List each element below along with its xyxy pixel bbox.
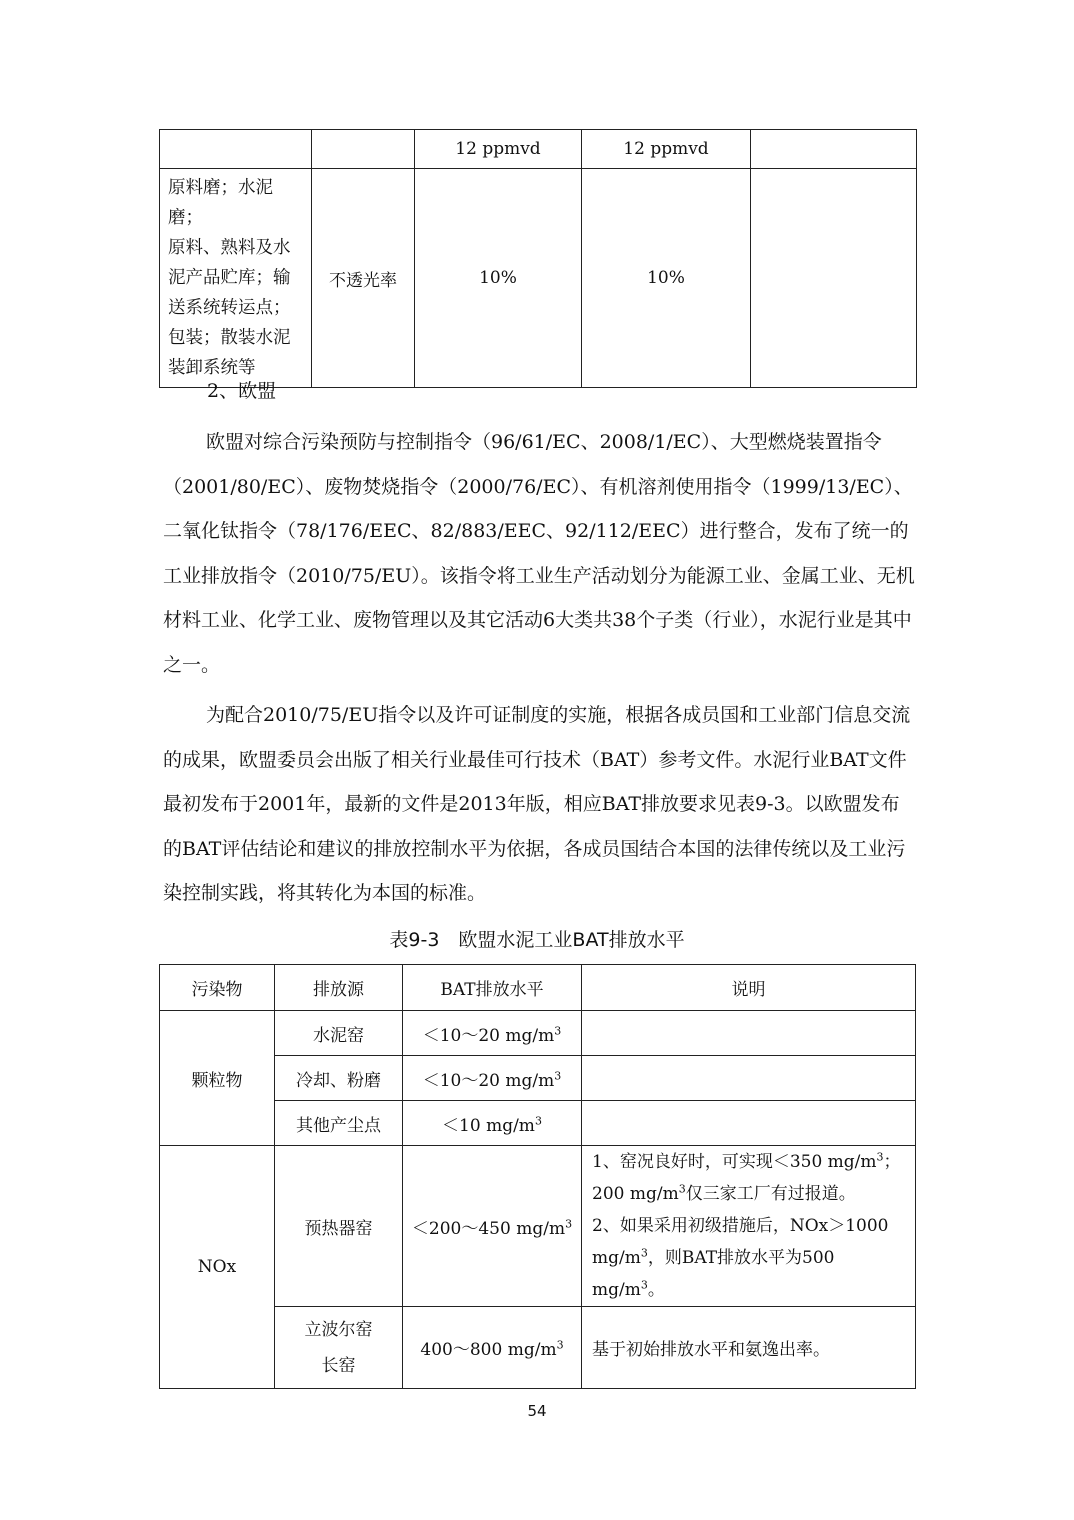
note-cell xyxy=(582,1101,916,1146)
source-line: 长窑 xyxy=(321,1355,356,1376)
note-text: ，则BAT排放水平为500 mg/m xyxy=(592,1248,835,1300)
level-value: ＜200～450 mg/m xyxy=(411,1218,566,1239)
source-line: 原料、熟料及水 xyxy=(168,238,291,258)
table-cell: 10% xyxy=(415,169,582,388)
table-row xyxy=(160,169,917,388)
note-line: 2、如果采用初级措施后，NOx＞1000 xyxy=(592,1216,889,1236)
table-cell: 12 ppmvd xyxy=(415,130,582,169)
unit-superscript: 3 xyxy=(554,1023,562,1037)
unit-superscript: 3 xyxy=(554,1068,562,1082)
table-cell xyxy=(751,130,917,169)
source-cell: 冷却、粉磨 xyxy=(275,1056,403,1101)
unit-superscript: 3 xyxy=(534,1113,542,1127)
unit-superscript: 3 xyxy=(640,1278,648,1292)
note-text: 200 mg/m xyxy=(592,1184,679,1204)
note-cell xyxy=(582,1146,916,1307)
note-text: ； xyxy=(883,1152,901,1172)
source-line: 装卸系统等 xyxy=(168,358,256,378)
source-line: 包装；散装水泥 xyxy=(168,328,291,348)
unit-superscript: 3 xyxy=(678,1182,686,1196)
header-source: 排放源 xyxy=(275,965,403,1011)
table-cell: 10% xyxy=(582,169,751,388)
level-cell xyxy=(403,1011,582,1056)
note-text: 。 xyxy=(647,1280,665,1300)
unit-superscript: 3 xyxy=(556,1338,564,1352)
note-cell xyxy=(582,1011,916,1056)
source-line: 泥产品贮库；输 xyxy=(168,268,291,288)
note-cell: 基于初始排放水平和氨逸出率。 xyxy=(582,1307,916,1389)
level-value: ＜10～20 mg/m xyxy=(422,1070,555,1091)
source-cell: 预热器窑 xyxy=(275,1146,403,1307)
note-text: 1、窑况良好时，可实现＜350 mg/m xyxy=(592,1152,877,1172)
body-paragraph xyxy=(163,420,915,687)
unit-superscript: 3 xyxy=(876,1150,884,1164)
level-cell xyxy=(403,1146,582,1307)
table-header-row xyxy=(160,965,916,1011)
body-paragraph xyxy=(163,693,915,916)
level-value: ＜10 mg/m xyxy=(442,1115,535,1136)
source-line: 原料磨；水泥磨； xyxy=(168,178,273,228)
source-line: 立波尔窑 xyxy=(304,1319,373,1340)
table-caption: 表9-3 欧盟水泥工业BAT排放水平 xyxy=(389,929,685,951)
pollutant-cell: NOx xyxy=(160,1146,275,1389)
table-row xyxy=(160,130,917,169)
emission-limits-table-continued xyxy=(159,129,917,388)
note-line xyxy=(592,1178,909,1210)
source-cell xyxy=(275,1307,403,1389)
note-line xyxy=(592,1242,909,1306)
page-number: 54 xyxy=(527,1402,547,1420)
pollutant-cell: 颗粒物 xyxy=(160,1011,275,1146)
indicator-cell: 不透光率 xyxy=(312,169,415,388)
level-cell xyxy=(403,1056,582,1101)
note-cell xyxy=(582,1056,916,1101)
paragraph-text: 为配合2010/75/EU指令以及许可证制度的实施，根据各成员国和工业部门信息交流的成果，欧盟委员会出版了相关行业最佳可行技术（BAT）参考文件。水泥行业BAT文件最初发布于2001年，最新的文件是2013年版，相应BAT排放要求见表9-3。以欧盟发布的BAT评估结论和建议的排放控制水平为依据，各成员国结合本国的法律传统以及工业污染控制实践，将其转化为本国的标准。 xyxy=(163,704,911,904)
source-cell: 水泥窑 xyxy=(275,1011,403,1056)
note-text: mg/m xyxy=(592,1248,641,1268)
header-pollutant: 污染物 xyxy=(160,965,275,1011)
unit-superscript: 3 xyxy=(565,1216,573,1230)
note-line xyxy=(592,1146,909,1178)
table-cell xyxy=(751,169,917,388)
level-value: ＜10～20 mg/m xyxy=(422,1025,555,1046)
section-heading: 2、欧盟 xyxy=(207,380,277,402)
table-row xyxy=(160,1011,916,1056)
level-cell xyxy=(403,1307,582,1389)
source-cell: 其他产尘点 xyxy=(275,1101,403,1146)
note-text: 仅三家工厂有过报道。 xyxy=(685,1184,856,1204)
table-cell: 12 ppmvd xyxy=(582,130,751,169)
paragraph-text: 欧盟对综合污染预防与控制指令（96/61/EC、2008/1/EC）、大型燃烧装置指令（2001/80/EC）、废物焚烧指令（2000/76/EC）、有机溶剂使用指令（1999/13/EC）、二氧化钛指令（78/176/EEC、82/883/EEC、92/112/EEC）进行整合，发布了统一的工业排放指令（2010/75/EU）。该指令将工业生产活动划分为能源工业、金属工业、无机材料工业、化学工业、废物管理以及其它活动6大类共38个子类（行业），水泥行业是其中之一。 xyxy=(163,431,915,676)
header-bat-level: BAT排放水平 xyxy=(403,965,582,1011)
level-value: 400～800 mg/m xyxy=(420,1340,557,1360)
emission-source-cell xyxy=(160,169,312,388)
table-cell xyxy=(160,130,312,169)
source-line: 送系统转运点； xyxy=(168,298,291,318)
table-cell xyxy=(312,130,415,169)
level-cell xyxy=(403,1101,582,1146)
unit-superscript: 3 xyxy=(640,1246,648,1260)
bat-emission-table xyxy=(159,964,916,1389)
table-row xyxy=(160,1146,916,1307)
header-notes: 说明 xyxy=(582,965,916,1011)
